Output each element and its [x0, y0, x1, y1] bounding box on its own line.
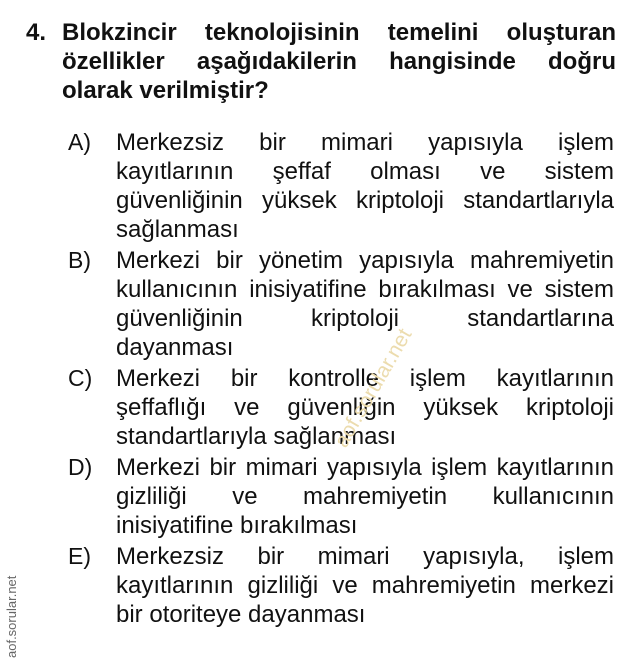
option-text: Merkezsiz bir mimari yapısıyla, işlem kayıtlarının gizliliği ve mahremiyetin merkezi bir otoriteye dayanması — [116, 543, 614, 628]
option-letter: B) — [68, 247, 91, 273]
option-letter: D) — [68, 454, 93, 480]
option-text: Merkezi bir mimari yapısıyla işlem kayıtlarının gizliliği ve mahremiyetin kullanıcının inisiyatifine bırakılması — [116, 454, 614, 539]
option-e[interactable] — [68, 542, 614, 629]
question-number: 4. — [26, 19, 47, 46]
option-letter: A) — [68, 129, 91, 155]
option-a[interactable] — [68, 128, 614, 244]
side-watermark: aof.sorular.net — [4, 575, 19, 658]
option-text: Merkezi bir kontrolle işlem kayıtlarının şeffaflığı ve güvenliğin yüksek kriptoloji standartlarıyla sağlanması — [116, 365, 614, 450]
question-text: Blokzincir teknolojisinin temelini oluşturan özellikler aşağıdakilerin hangisinde doğru olarak verilmiştir? — [62, 19, 616, 104]
diagonal-watermark: aof.sorular.net — [330, 324, 417, 452]
question-block — [26, 18, 616, 105]
option-letter: C) — [68, 365, 93, 391]
option-d[interactable] — [68, 453, 614, 540]
option-letter: E) — [68, 543, 91, 569]
option-text: Merkezsiz bir mimari yapısıyla işlem kayıtlarının şeffaf olması ve sistem güvenliğinin yüksek kriptoloji standartlarıyla sağlanması — [116, 129, 614, 243]
option-text: Merkezi bir yönetim yapısıyla mahremiyetin kullanıcının inisiyatifine bırakılması ve sistem güvenliğinin kriptoloji standartlarına dayanması — [116, 247, 614, 361]
option-b[interactable] — [68, 246, 614, 362]
answer-options — [68, 128, 614, 631]
